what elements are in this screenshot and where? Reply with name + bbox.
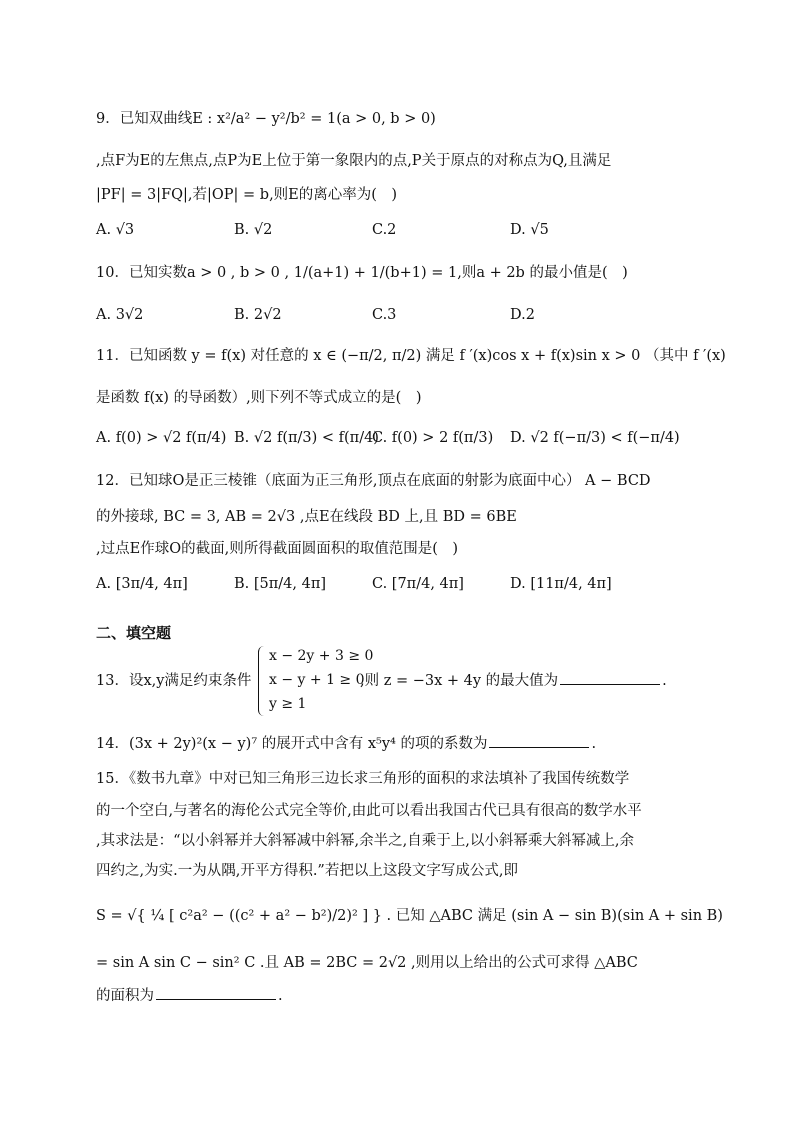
q14-answer-blank[interactable] bbox=[489, 733, 589, 748]
q15-line7-wrap: 的面积为 . bbox=[96, 985, 283, 1007]
q12-option-d: D. [11π/4, 4π] bbox=[510, 576, 612, 592]
q11-option-d: D. √2 f(−π/3) < f(−π/4) bbox=[510, 430, 680, 446]
q9-option-c: C.2 bbox=[372, 222, 397, 238]
q11-line2: 是函数 f(x) 的导函数）,则下列不等式成立的是( ) bbox=[96, 390, 422, 406]
q10-option-c: C.3 bbox=[372, 307, 397, 323]
q15-line5: S = √{ ¼ [ c²a² − ((c² + a² − b²)/2)² ] } . 已知 △ABC 满足 (sin A − sin B)(sin A + sin B) bbox=[96, 908, 723, 924]
q15-line4: 四约之,为实.一为从隅,开平方得积.”若把以上这段文字写成公式,即 bbox=[96, 863, 518, 879]
q12-line3: ,过点E作球O的截面,则所得截面圆面积的取值范围是( ) bbox=[96, 541, 459, 557]
q13-answer-blank[interactable] bbox=[560, 670, 660, 685]
q15-line7: 的面积为 bbox=[96, 988, 154, 1004]
q11-option-c: C. f(0) > 2 f(π/3) bbox=[372, 430, 494, 446]
q14-text: 14．(3x + 2y)²(x − y)⁷ 的展开式中含有 x⁵y⁴ 的项的系数为 bbox=[96, 736, 488, 752]
q9-option-d: D. √5 bbox=[510, 222, 549, 238]
q12-line2: 的外接球, BC = 3, AB = 2√3 ,点E在线段 BD 上,且 BD = 6BE bbox=[96, 509, 517, 525]
q11-options bbox=[96, 430, 716, 452]
q9-line1: 9．已知双曲线E : x²/a² − y²/b² = 1(a > 0, b > 0) bbox=[96, 111, 436, 127]
q12-option-c: C. [7π/4, 4π] bbox=[372, 576, 464, 592]
q12-option-b: B. [5π/4, 4π] bbox=[234, 576, 327, 592]
q10-option-a: A. 3√2 bbox=[96, 307, 144, 323]
q9-option-a: A. √3 bbox=[96, 222, 135, 238]
q13-constraint-1: x − 2y + 3 ≥ 0 bbox=[269, 648, 374, 664]
q9-option-b: B. √2 bbox=[234, 222, 273, 238]
q11-option-a: A. f(0) > √2 f(π/4) bbox=[96, 430, 227, 446]
q11-option-b: B. √2 f(π/3) < f(π/4) bbox=[234, 430, 379, 446]
q13-constraint-system bbox=[258, 646, 374, 716]
q13-constraint-2: x − y + 1 ≥ 0 bbox=[269, 672, 365, 688]
q13-suffix-line: ,则 z = −3x + 4y 的最大值为 . bbox=[360, 670, 667, 692]
q9-line3: |PF| = 3|FQ|,若|OP| = b,则E的离心率为( ) bbox=[96, 187, 398, 203]
q15-answer-blank[interactable] bbox=[156, 985, 276, 1000]
q13-suffix: ,则 z = −3x + 4y 的最大值为 bbox=[360, 673, 559, 689]
q15-line1: 15．《数书九章》中对已知三角形三边长求三角形的面积的求法填补了我国传统数学 bbox=[96, 771, 630, 787]
q13-constraint-3: y ≥ 1 bbox=[269, 696, 307, 712]
section-heading-fill-in: 二、填空题 bbox=[96, 624, 172, 642]
q12-line1: 12．已知球O是正三棱锥（底面为正三角形,顶点在底面的射影为底面中心） A − BCD bbox=[96, 473, 651, 489]
q10-option-d: D.2 bbox=[510, 307, 535, 323]
q15-line2: 的一个空白,与著名的海伦公式完全等价,由此可以看出我国古代已具有很高的数学水平 bbox=[96, 803, 642, 819]
q9-line2: ,点F为E的左焦点,点P为E上位于第一象限内的点,P关于原点的对称点为Q,且满足 bbox=[96, 153, 612, 169]
q12-option-a: A. [3π/4, 4π] bbox=[96, 576, 188, 592]
q10-options bbox=[96, 307, 716, 329]
q11-line1: 11．已知函数 y = f(x) 对任意的 x ∈ (−π/2, π/2) 满足 f ′(x)cos x + f(x)sin x > 0 （其中 f ′(x) bbox=[96, 348, 726, 364]
q15-line3: ,其求法是：“以小斜幂并大斜幂减中斜幂,余半之,自乘于上,以小斜幂乘大斜幂减上,余 bbox=[96, 833, 634, 849]
q13-prefix: 13．设x,y满足约束条件 bbox=[96, 673, 252, 689]
q14-line: 14．(3x + 2y)²(x − y)⁷ 的展开式中含有 x⁵y⁴ 的项的系数为 . bbox=[96, 733, 596, 755]
q10-line1: 10．已知实数a > 0 , b > 0 , 1/(a+1) + 1/(b+1) = 1,则a + 2b 的最小值是( ) bbox=[96, 265, 628, 281]
q10-option-b: B. 2√2 bbox=[234, 307, 282, 323]
q15-line6: = sin A sin C − sin² C .且 AB = 2BC = 2√2 ,则用以上给出的公式可求得 △ABC bbox=[96, 955, 638, 971]
q9-options bbox=[96, 222, 716, 244]
q12-options bbox=[96, 576, 716, 598]
